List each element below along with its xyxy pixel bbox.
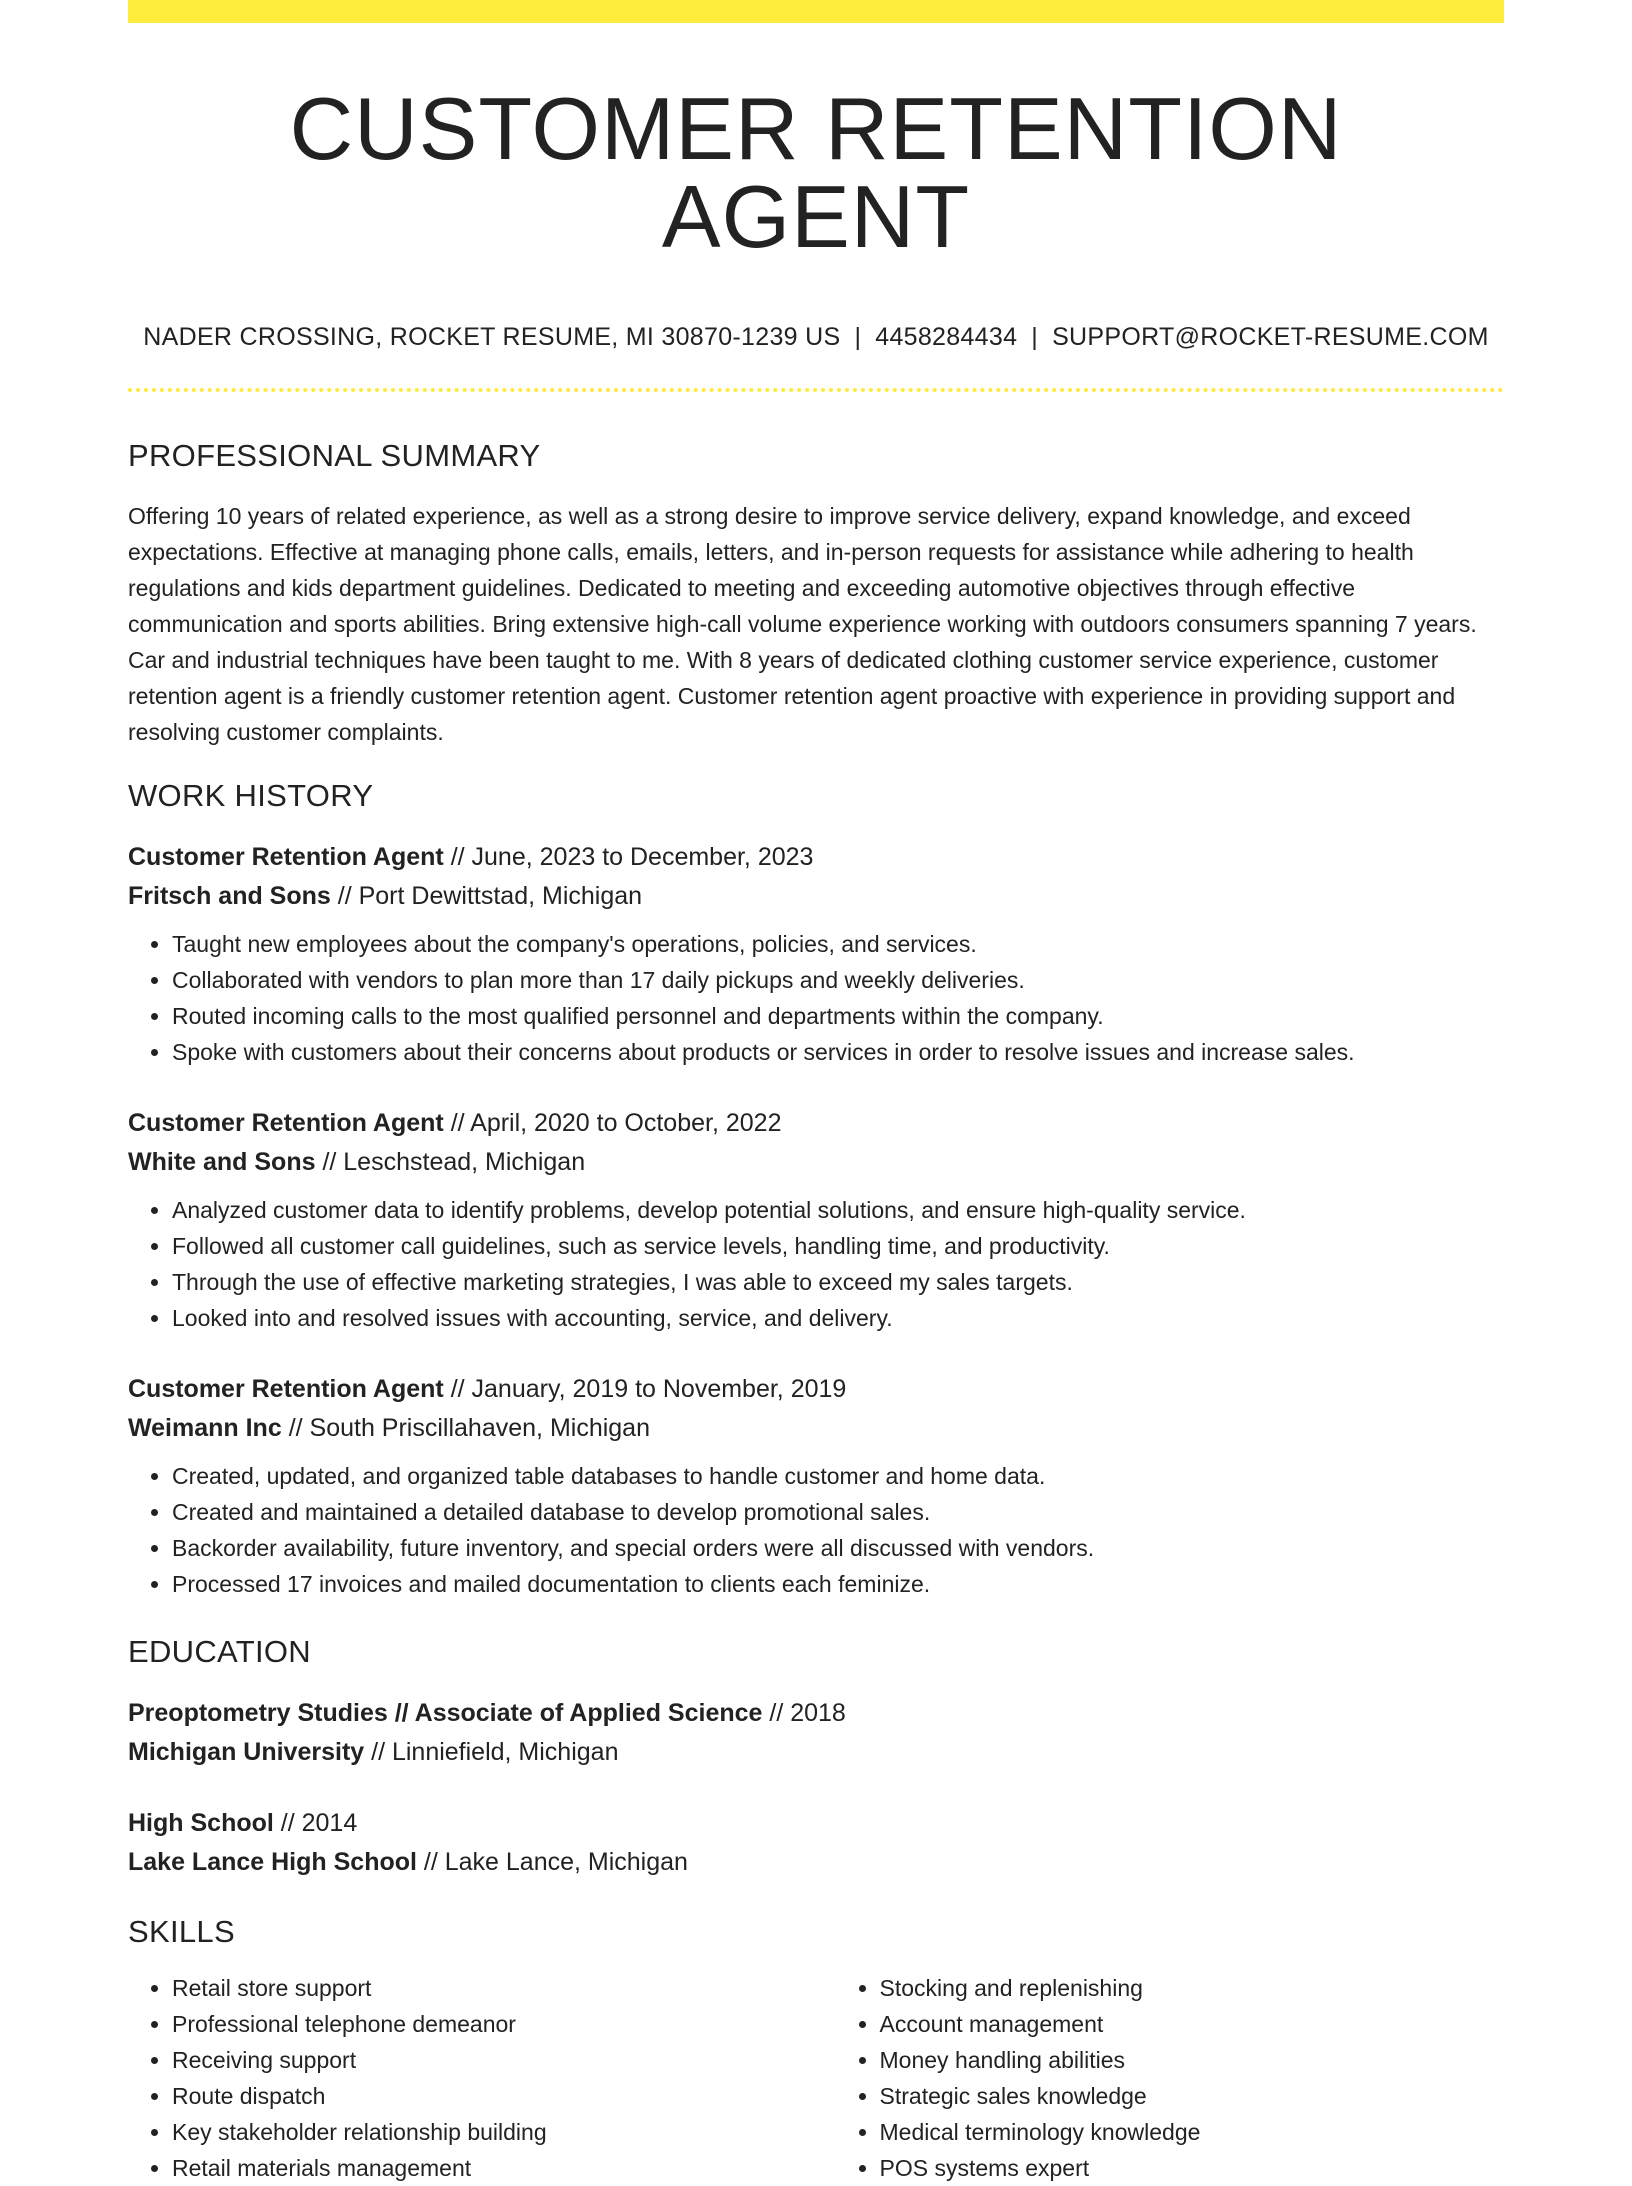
job-entry xyxy=(128,1370,1504,1602)
list-item: • Routed incoming calls to the most qualified personnel and departments within the company. xyxy=(172,998,1504,1034)
job-company-line xyxy=(128,1409,1504,1448)
job-bullets xyxy=(128,1192,1504,1336)
job-location: // South Priscillahaven, Michigan xyxy=(281,1414,650,1442)
list-item: • POS systems expert xyxy=(880,2150,1504,2186)
resume-title: CUSTOMER RETENTION AGENT xyxy=(289,79,1343,266)
list-item: • Stocking and replenishing xyxy=(880,1970,1504,2006)
contact-separator: | xyxy=(1031,323,1039,351)
summary-heading: PROFESSIONAL SUMMARY xyxy=(128,438,541,473)
summary-text: Offering 10 years of related experience, as well as a strong desire to improve service delivery, expand knowledge, and exceed expectations. Effective at managing phone calls, emails, letters, and in-person requests for assistance while adhering to health regulations and kids department guidelines. Dedicated to meeting and exceeding automotive objectives through effective communication and sports abilities. Bring extensive high-call volume experience working with outdoors consumers spanning 7 years. Car and industrial techniques have been taught to me. With 8 years of dedicated clothing customer service experience, customer retention agent is a friendly customer retention agent. Customer retention agent proactive with experience in providing support and resolving customer complaints. xyxy=(128,503,1477,745)
edu-school-line xyxy=(128,1843,1504,1882)
edu-location: // Lake Lance, Michigan xyxy=(416,1848,688,1876)
job-dates: // June, 2023 to December, 2023 xyxy=(443,843,814,871)
contact-address: NADER CROSSING, ROCKET RESUME, MI 30870-1239 US xyxy=(143,323,841,351)
edu-degree-line xyxy=(128,1804,1504,1843)
job-role-line xyxy=(128,1104,1504,1143)
list-item: • Receiving support xyxy=(172,2042,836,2078)
top-accent-bar xyxy=(128,0,1504,23)
job-dates: // January, 2019 to November, 2019 xyxy=(443,1375,847,1403)
job-company: Weimann Inc xyxy=(128,1414,282,1442)
job-entry xyxy=(128,838,1504,1070)
list-item: • Key stakeholder relationship building xyxy=(172,2114,836,2150)
list-item: • Through the use of effective marketing strategies, I was able to exceed my sales targets. xyxy=(172,1264,1504,1300)
job-entry xyxy=(128,1104,1504,1336)
list-item: • Looked into and resolved issues with accounting, service, and delivery. xyxy=(172,1300,1504,1336)
edu-degree: High School xyxy=(128,1809,274,1837)
job-company: Fritsch and Sons xyxy=(128,882,331,910)
contact-separator: | xyxy=(854,323,862,351)
job-bullets xyxy=(128,1458,1504,1602)
list-item: • Followed all customer call guidelines, such as service levels, handling time, and productivity. xyxy=(172,1228,1504,1264)
job-location: // Port Dewittstad, Michigan xyxy=(330,882,643,910)
list-item: • Created and maintained a detailed database to develop promotional sales. xyxy=(172,1494,1504,1530)
contact-phone: 4458284434 xyxy=(875,323,1018,351)
list-item: • Retail store support xyxy=(172,1970,836,2006)
skills-list-right xyxy=(836,1970,1504,2186)
list-item: • Backorder availability, future inventory, and special orders were all discussed with vendors. xyxy=(172,1530,1504,1566)
job-company-line xyxy=(128,1143,1504,1182)
list-item: • Strategic sales knowledge xyxy=(880,2078,1504,2114)
resume-page xyxy=(128,0,1504,2186)
skills-list-left xyxy=(128,1970,836,2186)
work-history-heading: WORK HISTORY xyxy=(128,778,374,813)
edu-school-line xyxy=(128,1733,1504,1772)
list-item: • Professional telephone demeanor xyxy=(172,2006,836,2042)
dotted-divider xyxy=(128,388,1504,392)
list-item: • Money handling abilities xyxy=(880,2042,1504,2078)
list-item: • Created, updated, and organized table databases to handle customer and home data. xyxy=(172,1458,1504,1494)
education-heading: EDUCATION xyxy=(128,1634,311,1669)
education-entry xyxy=(128,1804,1504,1882)
job-role: Customer Retention Agent xyxy=(128,1109,444,1137)
job-role-line xyxy=(128,1370,1504,1409)
list-item: • Medical terminology knowledge xyxy=(880,2114,1504,2150)
job-dates: // April, 2020 to October, 2022 xyxy=(443,1109,782,1137)
list-item: • Route dispatch xyxy=(172,2078,836,2114)
list-item: • Account management xyxy=(880,2006,1504,2042)
job-location: // Leschstead, Michigan xyxy=(315,1148,586,1176)
contact-email: SUPPORT@ROCKET-RESUME.COM xyxy=(1052,323,1489,351)
list-item: • Processed 17 invoices and mailed documentation to clients each feminize. xyxy=(172,1566,1504,1602)
job-role: Customer Retention Agent xyxy=(128,843,444,871)
edu-year: // 2018 xyxy=(762,1699,846,1727)
job-company-line xyxy=(128,877,1504,916)
skills-columns xyxy=(128,1970,1504,2186)
education-entry xyxy=(128,1694,1504,1772)
edu-degree-line xyxy=(128,1694,1504,1733)
skills-heading: SKILLS xyxy=(128,1914,235,1949)
contact-line xyxy=(128,323,1504,352)
job-role: Customer Retention Agent xyxy=(128,1375,444,1403)
job-company: White and Sons xyxy=(128,1148,316,1176)
edu-school: Michigan University xyxy=(128,1738,365,1766)
list-item: • Collaborated with vendors to plan more than 17 daily pickups and weekly deliveries. xyxy=(172,962,1504,998)
edu-location: // Linniefield, Michigan xyxy=(364,1738,619,1766)
list-item: • Taught new employees about the company's operations, policies, and services. xyxy=(172,926,1504,962)
list-item: • Spoke with customers about their concerns about products or services in order to resolve issues and increase sales. xyxy=(172,1034,1504,1070)
list-item: • Analyzed customer data to identify problems, develop potential solutions, and ensure high-quality service. xyxy=(172,1192,1504,1228)
job-role-line xyxy=(128,838,1504,877)
list-item: • Retail materials management xyxy=(172,2150,836,2186)
job-bullets xyxy=(128,926,1504,1070)
edu-year: // 2014 xyxy=(273,1809,358,1837)
edu-degree: Preoptometry Studies // Associate of Applied Science xyxy=(128,1699,763,1727)
edu-school: Lake Lance High School xyxy=(128,1848,417,1876)
